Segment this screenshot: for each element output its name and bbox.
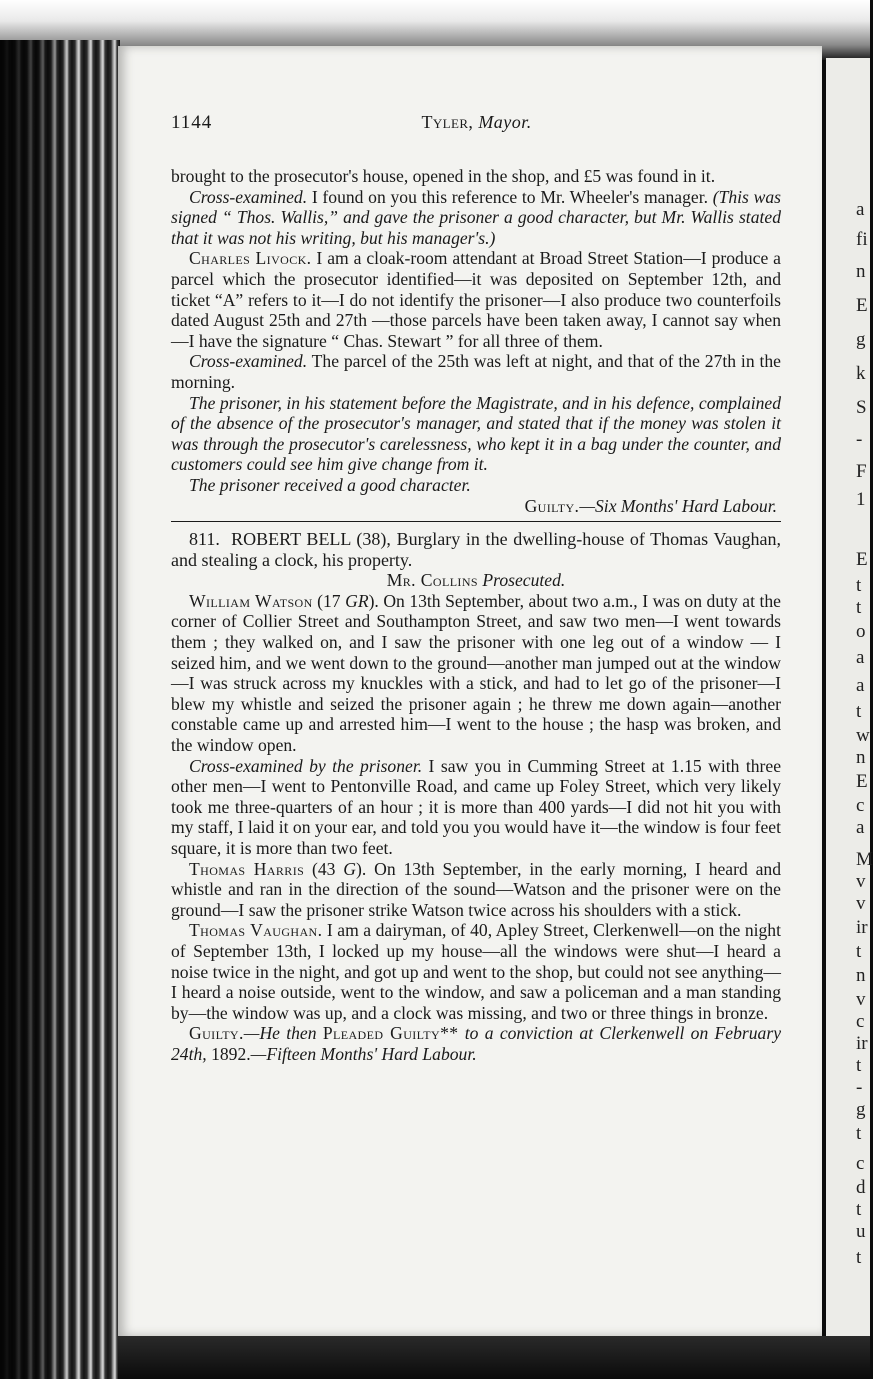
adjacent-page-character: M xyxy=(856,849,873,870)
paragraph: Cross-examined. The parcel of the 25th was left at night, and that of the 27th in the morning. xyxy=(171,351,781,392)
adjacent-page-character: c xyxy=(856,795,865,816)
adjacent-page-character: v xyxy=(856,989,866,1010)
witness-name: Thomas Vaughan. xyxy=(189,920,323,941)
adjacent-page-character: o xyxy=(856,621,866,642)
character-note: The prisoner received a good character. xyxy=(189,474,471,495)
adjacent-page-character: n xyxy=(856,965,866,986)
adjacent-page-character: E xyxy=(856,771,868,792)
case-number: 811. xyxy=(189,529,220,550)
defendant-name: ROBERT BELL xyxy=(231,529,351,550)
adjacent-page-character: t xyxy=(856,1247,862,1268)
adjacent-page-character: a xyxy=(856,647,865,668)
case-divider xyxy=(171,521,781,522)
prosecution-line: Mr. Collins Prosecuted. xyxy=(386,570,566,591)
witness-name: William Watson xyxy=(189,590,313,611)
adjacent-page-character: ir xyxy=(856,917,868,938)
paragraph: Charles Livock. I am a cloak-room attendant at Broad Street Station—I produce a parcel which the prosecutor identified—it was deposited on September 12th, and ticket “A” refers to it—I do not identify the prisoner—I also produce two counterfoils dated August 25th and 27th —those parcels have been taken away, I cannot say when—I have the signature “ Chas. Stewart ” for all three of them. xyxy=(171,248,781,351)
verdict: Guilty.—He then Pleaded Guilty** to a conviction at Clerkenwell on February 24th, 1892.—Fifteen Months' Hard Labour. xyxy=(171,1023,781,1064)
adjacent-page-character: t xyxy=(856,701,862,722)
running-title-name: Tyler, xyxy=(421,112,474,132)
adjacent-page-character: g xyxy=(856,1099,866,1120)
adjacent-page-character: 1 xyxy=(856,489,866,510)
adjacent-page-character: n xyxy=(856,261,866,282)
paragraph: Thomas Harris (43 G). On 13th September, in the early morning, I heard and whistle and ran in the direction of the sound—Watson and the prisoner were on the ground—I saw the prisoner strike Watson twice across his shoulders with a stick. xyxy=(171,858,781,920)
adjacent-page-character: u xyxy=(856,1221,866,1242)
cross-examination-label: Cross-examined. xyxy=(189,186,308,207)
paragraph: William Watson (17 GR). On 13th September, about two a.m., I was on duty at the corner of Collier Street and Southampton Street, and saw two men—I went towards them ; they walked on, and I saw the prisoner with one leg out of a window — I seized him, and we went down to the ground—another man jumped out at the window—I was struck across my knuckles with a stick, and had to let go of the prisoner—I blew my whistle and seized the prisoner again ; he threw me down again—another constable came up and arrested him—I went to the house ; the hasp was broken, and the window open. xyxy=(171,590,781,756)
adjacent-page-edge xyxy=(826,58,873,1358)
adjacent-page-character: - xyxy=(856,429,863,450)
adjacent-page-character: - xyxy=(856,1077,863,1098)
case-811 xyxy=(171,529,781,1064)
adjacent-page-character: w xyxy=(856,725,870,746)
running-title-role: Mayor. xyxy=(478,112,532,132)
adjacent-page-character: k xyxy=(856,363,866,384)
cross-examination-label: Cross-examined by the prisoner. xyxy=(189,755,423,776)
editorial-note: (This was signed “ Thos. Wallis,” and gave the prisoner a good character, but Mr. Wallis stated that it was not his writing, but his manager's.) xyxy=(171,186,782,248)
paragraph: Cross-examined. I found on you this reference to Mr. Wheeler's manager. (This was signed “ Thos. Wallis,” and gave the prisoner a good character, but Mr. Wallis stated that it was not his writing, but his manager's.) xyxy=(171,186,782,248)
adjacent-page-character: S xyxy=(856,397,867,418)
witness-name: Thomas Harris xyxy=(189,858,305,879)
running-title xyxy=(212,112,781,133)
adjacent-page-character: a xyxy=(856,675,865,696)
adjacent-page-character: ir xyxy=(856,1033,868,1054)
adjacent-page-character: t xyxy=(856,575,862,596)
page-content xyxy=(171,112,781,1065)
scanner-background-bottom xyxy=(118,1336,870,1379)
adjacent-page-character: t xyxy=(856,1055,862,1076)
adjacent-page-character: c xyxy=(856,1011,865,1032)
paragraph: Cross-examined by the prisoner. I saw you in Cumming Street at 1.15 with three other men—I went to Pentonville Road, and came up Foley Street, which very likely took me three-quarters of an hour ; it is more than 400 yards—I did not hit you with my staff, I laid it on your ear, and told you you would have it—the window is four feet square, it is more than two feet. xyxy=(171,755,781,858)
case-810-continuation xyxy=(171,166,781,516)
witness-name: Charles Livock. xyxy=(189,248,312,269)
adjacent-page-character: d xyxy=(856,1177,866,1198)
adjacent-page-character: v xyxy=(856,893,866,914)
adjacent-page-character: t xyxy=(856,1199,862,1220)
page-header xyxy=(171,112,781,148)
adjacent-page-character: c xyxy=(856,1153,865,1174)
adjacent-page-character: g xyxy=(856,329,866,350)
paragraph: Thomas Vaughan. I am a dairyman, of 40, Apley Street, Clerkenwell—on the night of September 13th, I locked up my house—all the windows were shut—I heard a noise twice in the night, and got up and went to the shop, but could not see anything—I heard a noise outside, went to the window, and saw a policeman and a man standing by—the window was up, and a clock was missing, and two or three things in bronze. xyxy=(171,920,781,1023)
adjacent-page-character: v xyxy=(856,871,866,892)
paragraph: brought to the prosecutor's house, opened in the shop, and £5 was found in it. xyxy=(171,166,716,186)
adjacent-page-character: fi xyxy=(856,229,868,250)
adjacent-page-character: n xyxy=(856,747,866,768)
adjacent-page-character: E xyxy=(856,295,868,316)
adjacent-page-character: t xyxy=(856,941,862,962)
adjacent-page-character: t xyxy=(856,1123,862,1144)
verdict: Guilty.—Six Months' Hard Labour. xyxy=(524,495,777,516)
adjacent-page-character: a xyxy=(856,199,865,220)
gutter-shadow xyxy=(0,40,70,1379)
case-heading: 811. ROBERT BELL (38), Burglary in the dwelling-house of Thomas Vaughan, and stealing a clock, his property. xyxy=(171,529,781,570)
adjacent-page-character: t xyxy=(856,597,862,618)
adjacent-page-character: F xyxy=(856,461,867,482)
adjacent-page-character: E xyxy=(856,549,868,570)
prisoner-statement: The prisoner, in his statement before the Magistrate, and in his defence, complained of the absence of the prosecutor's manager, and stated that if the money was stolen it was through the prosecutor's carelessness, who kept it in a bag under the counter, and customers could see him give change from it. xyxy=(171,392,781,475)
page-number: 1144 xyxy=(171,112,213,133)
adjacent-page-character: a xyxy=(856,817,865,838)
cross-examination-label: Cross-examined. xyxy=(189,351,308,372)
